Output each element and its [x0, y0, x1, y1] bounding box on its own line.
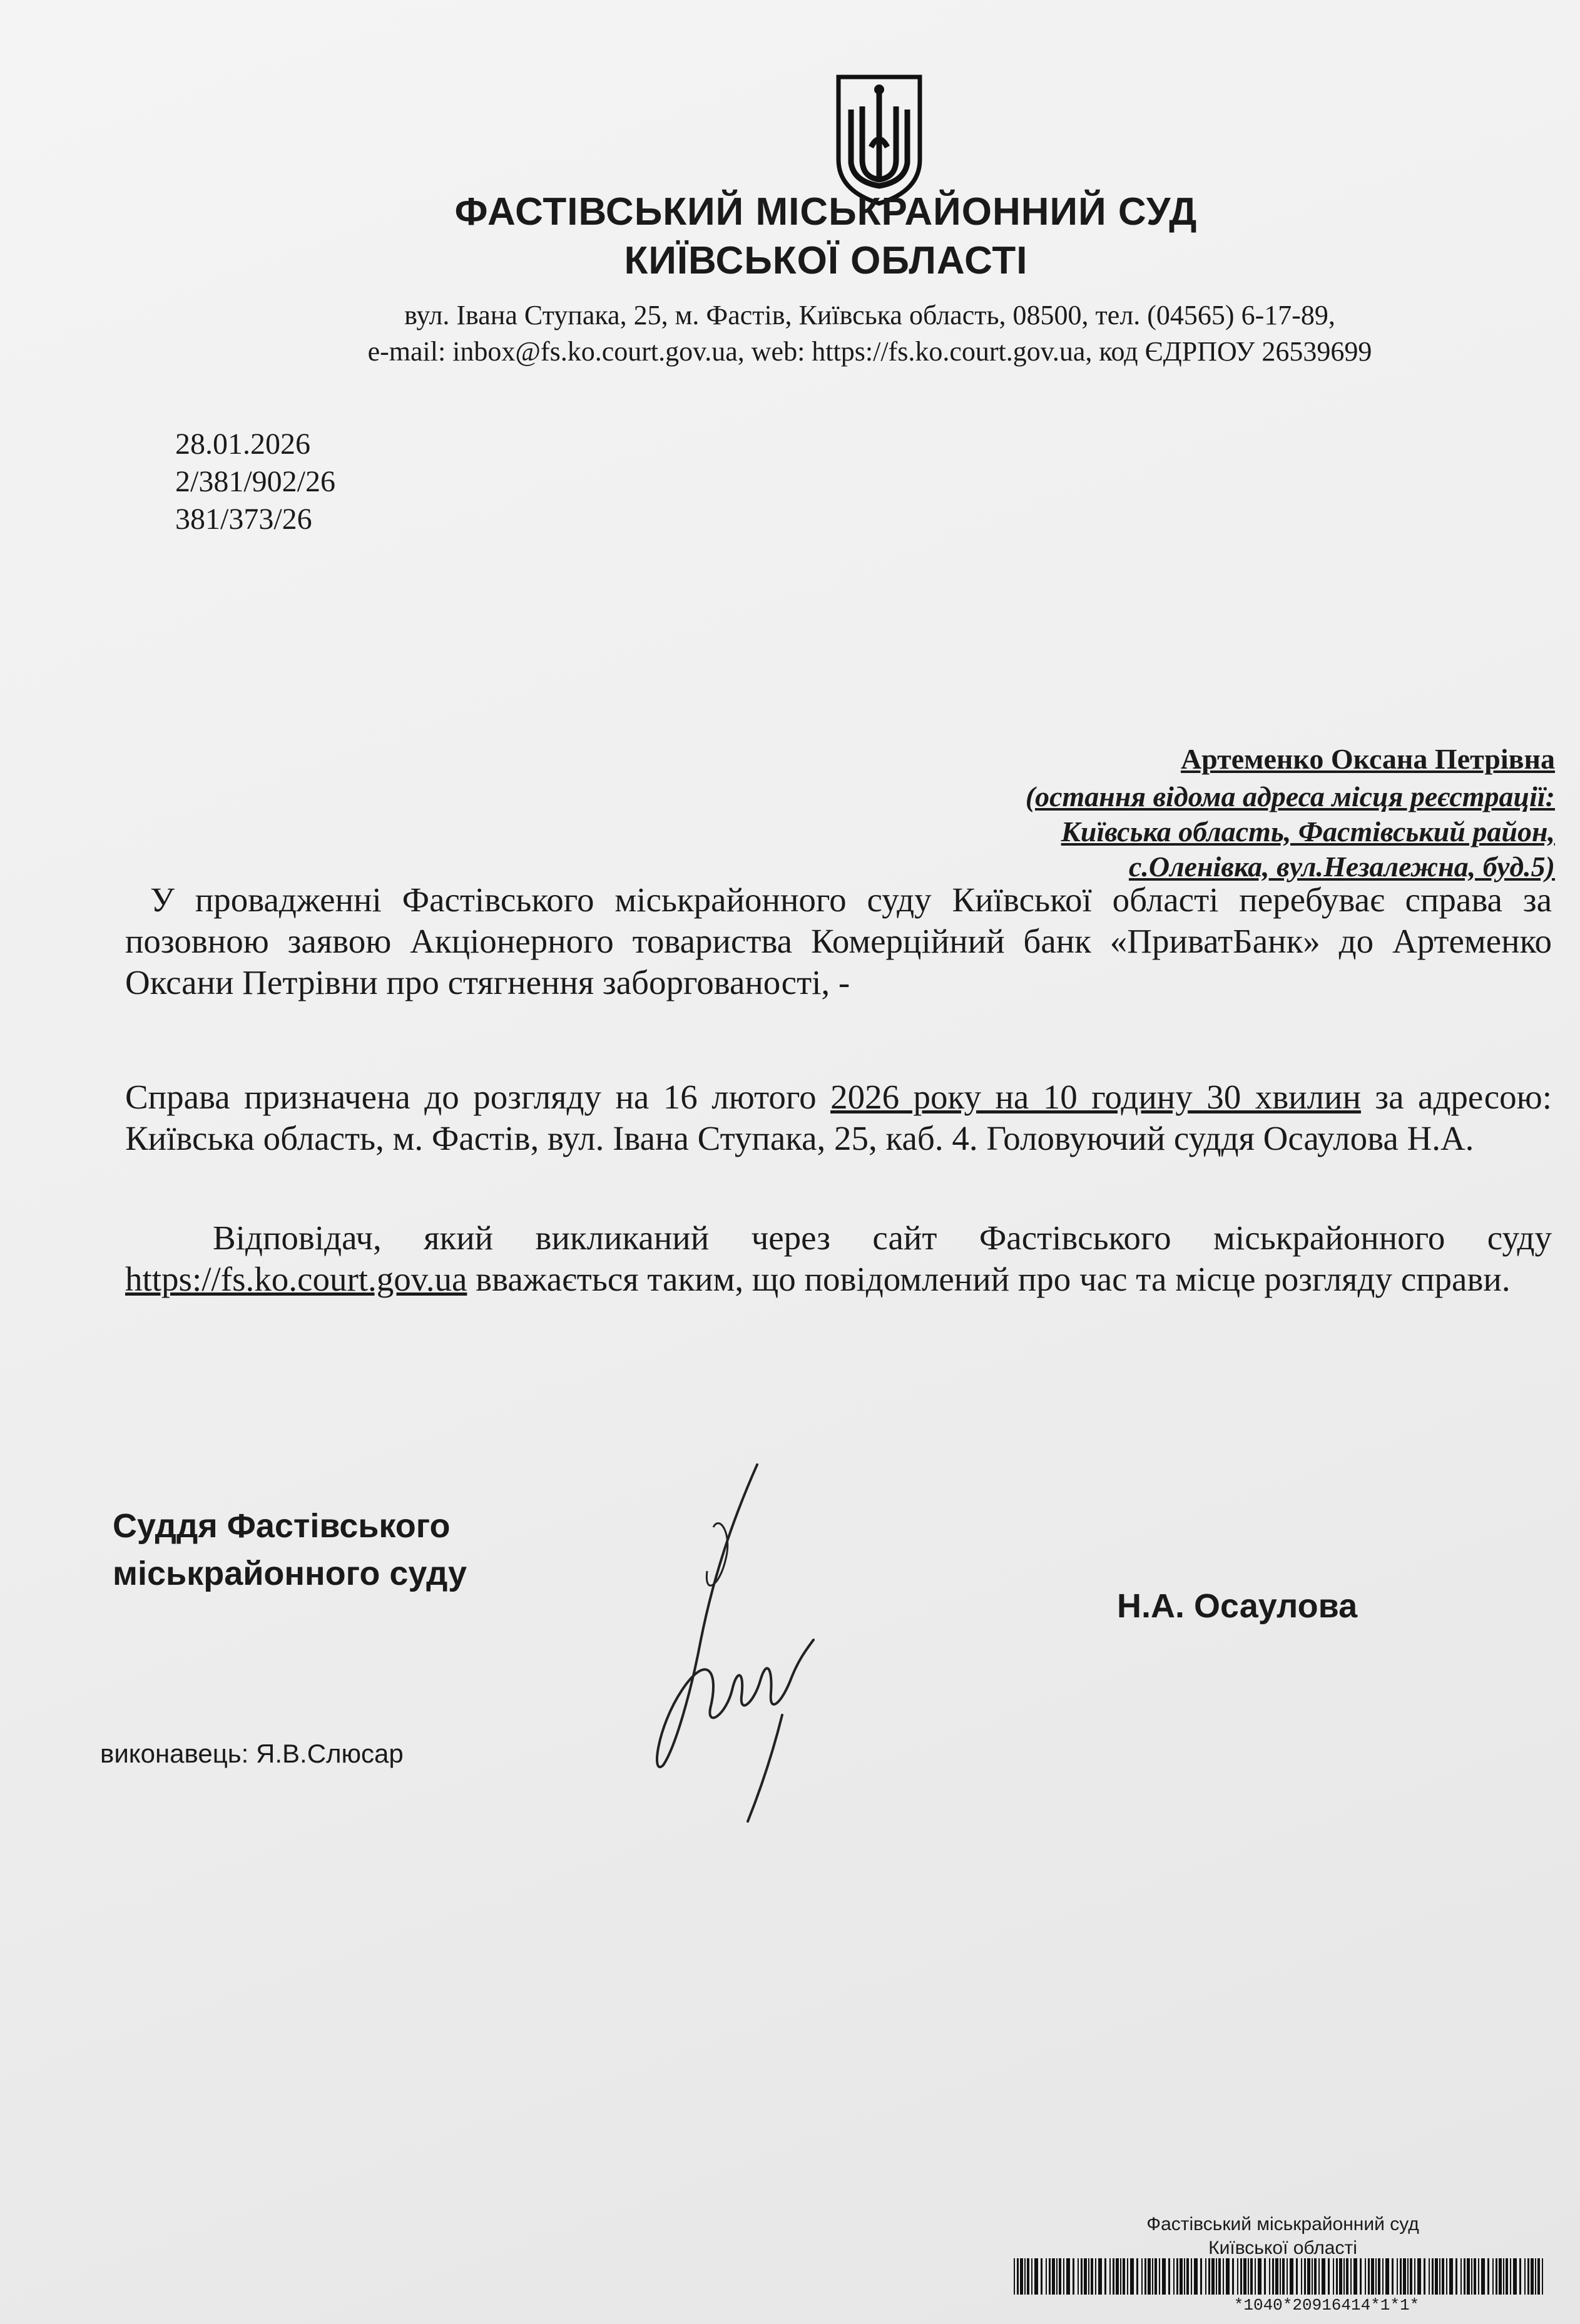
barcode-bar — [1194, 2258, 1198, 2295]
barcode-bar — [1059, 2258, 1061, 2295]
barcode-bar — [1136, 2258, 1138, 2295]
barcode-bar — [1435, 2258, 1438, 2295]
barcode-bar — [1318, 2258, 1320, 2295]
case-number: 2/381/902/26 — [175, 465, 336, 498]
barcode-bar — [1017, 2258, 1019, 2295]
recipient-name: Артеменко Оксана Петрівна — [1180, 743, 1555, 775]
barcode-bar — [1375, 2258, 1377, 2295]
notice-text-end: вважається таким, що повідомлений про час та місце розгляду справи. — [467, 1260, 1511, 1298]
barcode-bar — [1255, 2258, 1256, 2295]
barcode-bar — [1312, 2258, 1313, 2295]
barcode-bar — [1226, 2258, 1230, 2295]
barcode-bar — [1339, 2258, 1342, 2295]
barcode-bar — [1208, 2258, 1210, 2295]
barcode-bar — [1078, 2258, 1079, 2295]
barcode-bar — [1275, 2258, 1278, 2295]
barcode-bar — [1148, 2258, 1151, 2295]
barcode-bar — [1531, 2258, 1534, 2295]
barcode-bar — [1120, 2258, 1121, 2295]
barcode-bar — [1503, 2258, 1504, 2295]
barcode-bar — [1301, 2258, 1302, 2295]
barcode-bar — [1191, 2258, 1192, 2295]
stamp-court-line2: Київської області — [1208, 2238, 1357, 2258]
barcode-bar — [1152, 2258, 1153, 2295]
barcode-bar — [1542, 2258, 1543, 2295]
barcode-bar — [1499, 2258, 1502, 2295]
barcode-bar — [1449, 2258, 1453, 2295]
barcode-bar — [1014, 2258, 1015, 2295]
barcode-bar — [1446, 2258, 1447, 2295]
barcode-bar — [1063, 2258, 1064, 2295]
barcode-bar — [1248, 2258, 1249, 2295]
barcode-bar — [1123, 2258, 1125, 2295]
barcode-bar — [1368, 2258, 1370, 2295]
barcode-bar — [1467, 2258, 1470, 2295]
barcode-bar — [1186, 2258, 1189, 2295]
proceeding-number: 381/373/26 — [175, 503, 312, 536]
barcode-bar — [1471, 2258, 1472, 2295]
barcode-bar — [1429, 2258, 1430, 2295]
barcode-bar — [1264, 2258, 1266, 2295]
hearing-address-text: за адресою: Київська область, м. Фастів, вул. Івана Ступака, 25, каб. 4. Головуючий суддя Осаулова Н.А. — [125, 1078, 1552, 1157]
barcode-bar — [1524, 2258, 1526, 2295]
barcode-bar — [1343, 2258, 1345, 2295]
court-name-line2: КИЇВСЬКОЇ ОБЛАСТІ — [624, 239, 1028, 282]
barcode-bar — [1162, 2258, 1166, 2295]
court-address: вул. Івана Ступака, 25, м. Фастів, Київська область, 08500, тел. (04565) 6-17-89, — [404, 300, 1335, 330]
barcode-bar — [1414, 2258, 1415, 2295]
barcode-bar — [1492, 2258, 1494, 2295]
barcode-bar — [1392, 2258, 1394, 2295]
court-email-web: e-mail: inbox@fs.ko.court.gov.ua, web: https://fs.ko.court.gov.ua, код ЄДРПОУ 26539699 — [367, 336, 1372, 367]
hearing-time: 2026 року на 10 годину 30 хвилин — [830, 1078, 1361, 1116]
barcode-bar — [1439, 2258, 1440, 2295]
barcode-bar — [1095, 2258, 1096, 2295]
barcode-bar — [1250, 2258, 1253, 2295]
recipient-address-line2: Київська область, Фастівський район, — [1061, 816, 1555, 847]
notice-text-start: Відповідач, який викликаний через сайт Фастівського міськрайонного суду — [213, 1219, 1552, 1257]
barcode-bar — [1527, 2258, 1529, 2295]
barcode-bar — [1027, 2258, 1029, 2295]
barcode-bar — [1322, 2258, 1325, 2295]
judge-title-line2: міськрайонного суду — [113, 1555, 467, 1592]
recipient-address-line1: (остання відома адреса місця реєстрації: — [1025, 781, 1555, 812]
judge-title-line1: Суддя Фастівського — [113, 1507, 451, 1545]
barcode-bar — [1218, 2258, 1221, 2295]
barcode-bar — [1481, 2258, 1485, 2295]
barcode-bar — [1269, 2258, 1270, 2295]
barcode-bar — [1272, 2258, 1274, 2295]
barcode-bar — [1200, 2258, 1202, 2295]
court-contacts — [300, 297, 1439, 370]
barcode-bar — [1403, 2258, 1406, 2295]
barcode-bar — [1024, 2258, 1026, 2295]
barcode-bar — [1397, 2258, 1398, 2295]
barcode-bar — [1176, 2258, 1178, 2295]
barcode-bar — [1034, 2258, 1038, 2295]
barcode-bar — [1410, 2258, 1412, 2295]
barcode-bar — [1424, 2258, 1425, 2295]
registration-stamp — [1126, 2213, 1439, 2260]
barcode-bar — [1464, 2258, 1465, 2295]
barcode-bar — [1144, 2258, 1146, 2295]
barcode-bar — [1280, 2258, 1281, 2295]
barcode-bar — [1353, 2258, 1357, 2295]
barcode-bar — [1113, 2258, 1114, 2295]
barcode-bar — [1537, 2258, 1540, 2295]
barcode-bar — [1049, 2258, 1051, 2295]
barcode-bar — [1378, 2258, 1380, 2295]
stamp-court-line1: Фастівський міськрайонний суд — [1146, 2214, 1419, 2234]
barcode-bar — [1346, 2258, 1348, 2295]
barcode-bar — [1478, 2258, 1479, 2295]
barcode-bar — [1296, 2258, 1298, 2295]
barcode-bar — [1081, 2258, 1083, 2295]
barcode-bar — [1307, 2258, 1310, 2295]
barcode-bar — [1180, 2258, 1183, 2295]
barcode-bar — [1417, 2258, 1421, 2295]
barcode-bar — [1052, 2258, 1055, 2295]
barcode-bar — [1474, 2258, 1476, 2295]
barcode-bar — [1336, 2258, 1338, 2295]
barcode-bar — [1400, 2258, 1402, 2295]
body-paragraph-notice — [125, 1217, 1552, 1300]
barcode-bar — [1088, 2258, 1089, 2295]
barcode-bar — [1127, 2258, 1128, 2295]
barcode-bar — [1205, 2258, 1206, 2295]
barcode-bar — [1460, 2258, 1462, 2295]
barcode-bar — [1519, 2258, 1521, 2295]
barcode-bar — [1350, 2258, 1352, 2295]
judge-name: Н.А. Осаулова — [1117, 1587, 1358, 1625]
barcode-bar — [1328, 2258, 1330, 2295]
barcode-bar — [1211, 2258, 1215, 2295]
barcode-bar — [1109, 2258, 1111, 2295]
body-paragraph-proceeding: У провадженні Фастівського міськрайонного суду Київської області перебуває справа за позовною заявою Акціонерного товариства Комерційний банк «ПриватБанк» до Артеменко Оксани Петрівни про стягнення заборгованості, - — [125, 881, 1552, 1001]
barcode-bar — [1237, 2258, 1238, 2295]
barcode-bar — [1287, 2258, 1288, 2295]
barcode-bar — [1041, 2258, 1042, 2295]
barcode-bar — [1365, 2258, 1366, 2295]
hearing-date-text: Справа призначена до розгляду на 16 лютого — [125, 1078, 831, 1116]
barcode-bar — [1258, 2258, 1261, 2295]
barcode-bar — [1487, 2258, 1489, 2295]
barcode-bar — [1104, 2258, 1106, 2295]
barcode-bar — [1496, 2258, 1497, 2295]
barcode-bar — [1066, 2258, 1070, 2295]
barcode-number: *1040*20916414*1*1* — [1233, 2296, 1420, 2315]
barcode-bar — [1073, 2258, 1074, 2295]
barcode-bar — [1184, 2258, 1185, 2295]
recipient-block — [929, 742, 1555, 884]
recipient-address-line3: с.Оленівка, вул.Незалежна, буд.5) — [1128, 851, 1555, 883]
barcode-bar — [1314, 2258, 1317, 2295]
trident-emblem-icon — [832, 72, 926, 207]
barcode-bar — [1116, 2258, 1119, 2295]
barcode-bar — [1091, 2258, 1093, 2295]
barcode-bar — [1056, 2258, 1058, 2295]
barcode-bar — [1290, 2258, 1293, 2295]
executor-name: виконавець: Я.В.Слюсар — [100, 1739, 404, 1768]
barcode-bar — [1240, 2258, 1242, 2295]
barcode-bar — [1442, 2258, 1444, 2295]
barcode-bar — [1216, 2258, 1217, 2295]
barcode-bar — [1382, 2258, 1384, 2295]
barcode-bar — [1232, 2258, 1234, 2295]
barcode-bar — [1535, 2258, 1536, 2295]
court-name-line1: ФАСТІВСЬКИЙ МІСЬКРАЙОННИЙ СУД — [454, 190, 1198, 233]
barcode-bar — [1031, 2258, 1032, 2295]
handwritten-signature — [638, 1452, 838, 1828]
barcode — [1014, 2258, 1546, 2295]
barcode-bar — [1168, 2258, 1170, 2295]
barcode-bar — [1084, 2258, 1087, 2295]
barcode-bar — [1385, 2258, 1389, 2295]
barcode-bar — [1141, 2258, 1143, 2295]
court-name — [325, 188, 1327, 285]
court-website-link[interactable]: https://fs.ko.court.gov.ua — [125, 1260, 467, 1298]
barcode-bar — [1371, 2258, 1374, 2295]
barcode-bar — [1506, 2258, 1508, 2295]
barcode-bar — [1510, 2258, 1511, 2295]
barcode-bar — [1243, 2258, 1246, 2295]
barcode-bar — [1407, 2258, 1409, 2295]
barcode-bar — [1173, 2258, 1175, 2295]
barcode-bar — [1154, 2258, 1157, 2295]
barcode-bar — [1455, 2258, 1457, 2295]
barcode-bar — [1098, 2258, 1102, 2295]
document-date: 28.01.2026 — [175, 427, 310, 461]
barcode-bar — [1304, 2258, 1306, 2295]
barcode-bar — [1513, 2258, 1517, 2295]
judge-title — [113, 1502, 467, 1597]
barcode-bar — [1333, 2258, 1334, 2295]
barcode-bar — [1432, 2258, 1434, 2295]
barcode-bar — [1159, 2258, 1160, 2295]
barcode-bar — [1360, 2258, 1362, 2295]
barcode-bar — [1130, 2258, 1134, 2295]
barcode-bar — [1020, 2258, 1023, 2295]
document-references — [175, 426, 335, 538]
barcode-bar — [1282, 2258, 1285, 2295]
body-paragraph-hearing — [125, 1077, 1552, 1159]
barcode-bar — [1223, 2258, 1224, 2295]
barcode-bar — [1046, 2258, 1047, 2295]
